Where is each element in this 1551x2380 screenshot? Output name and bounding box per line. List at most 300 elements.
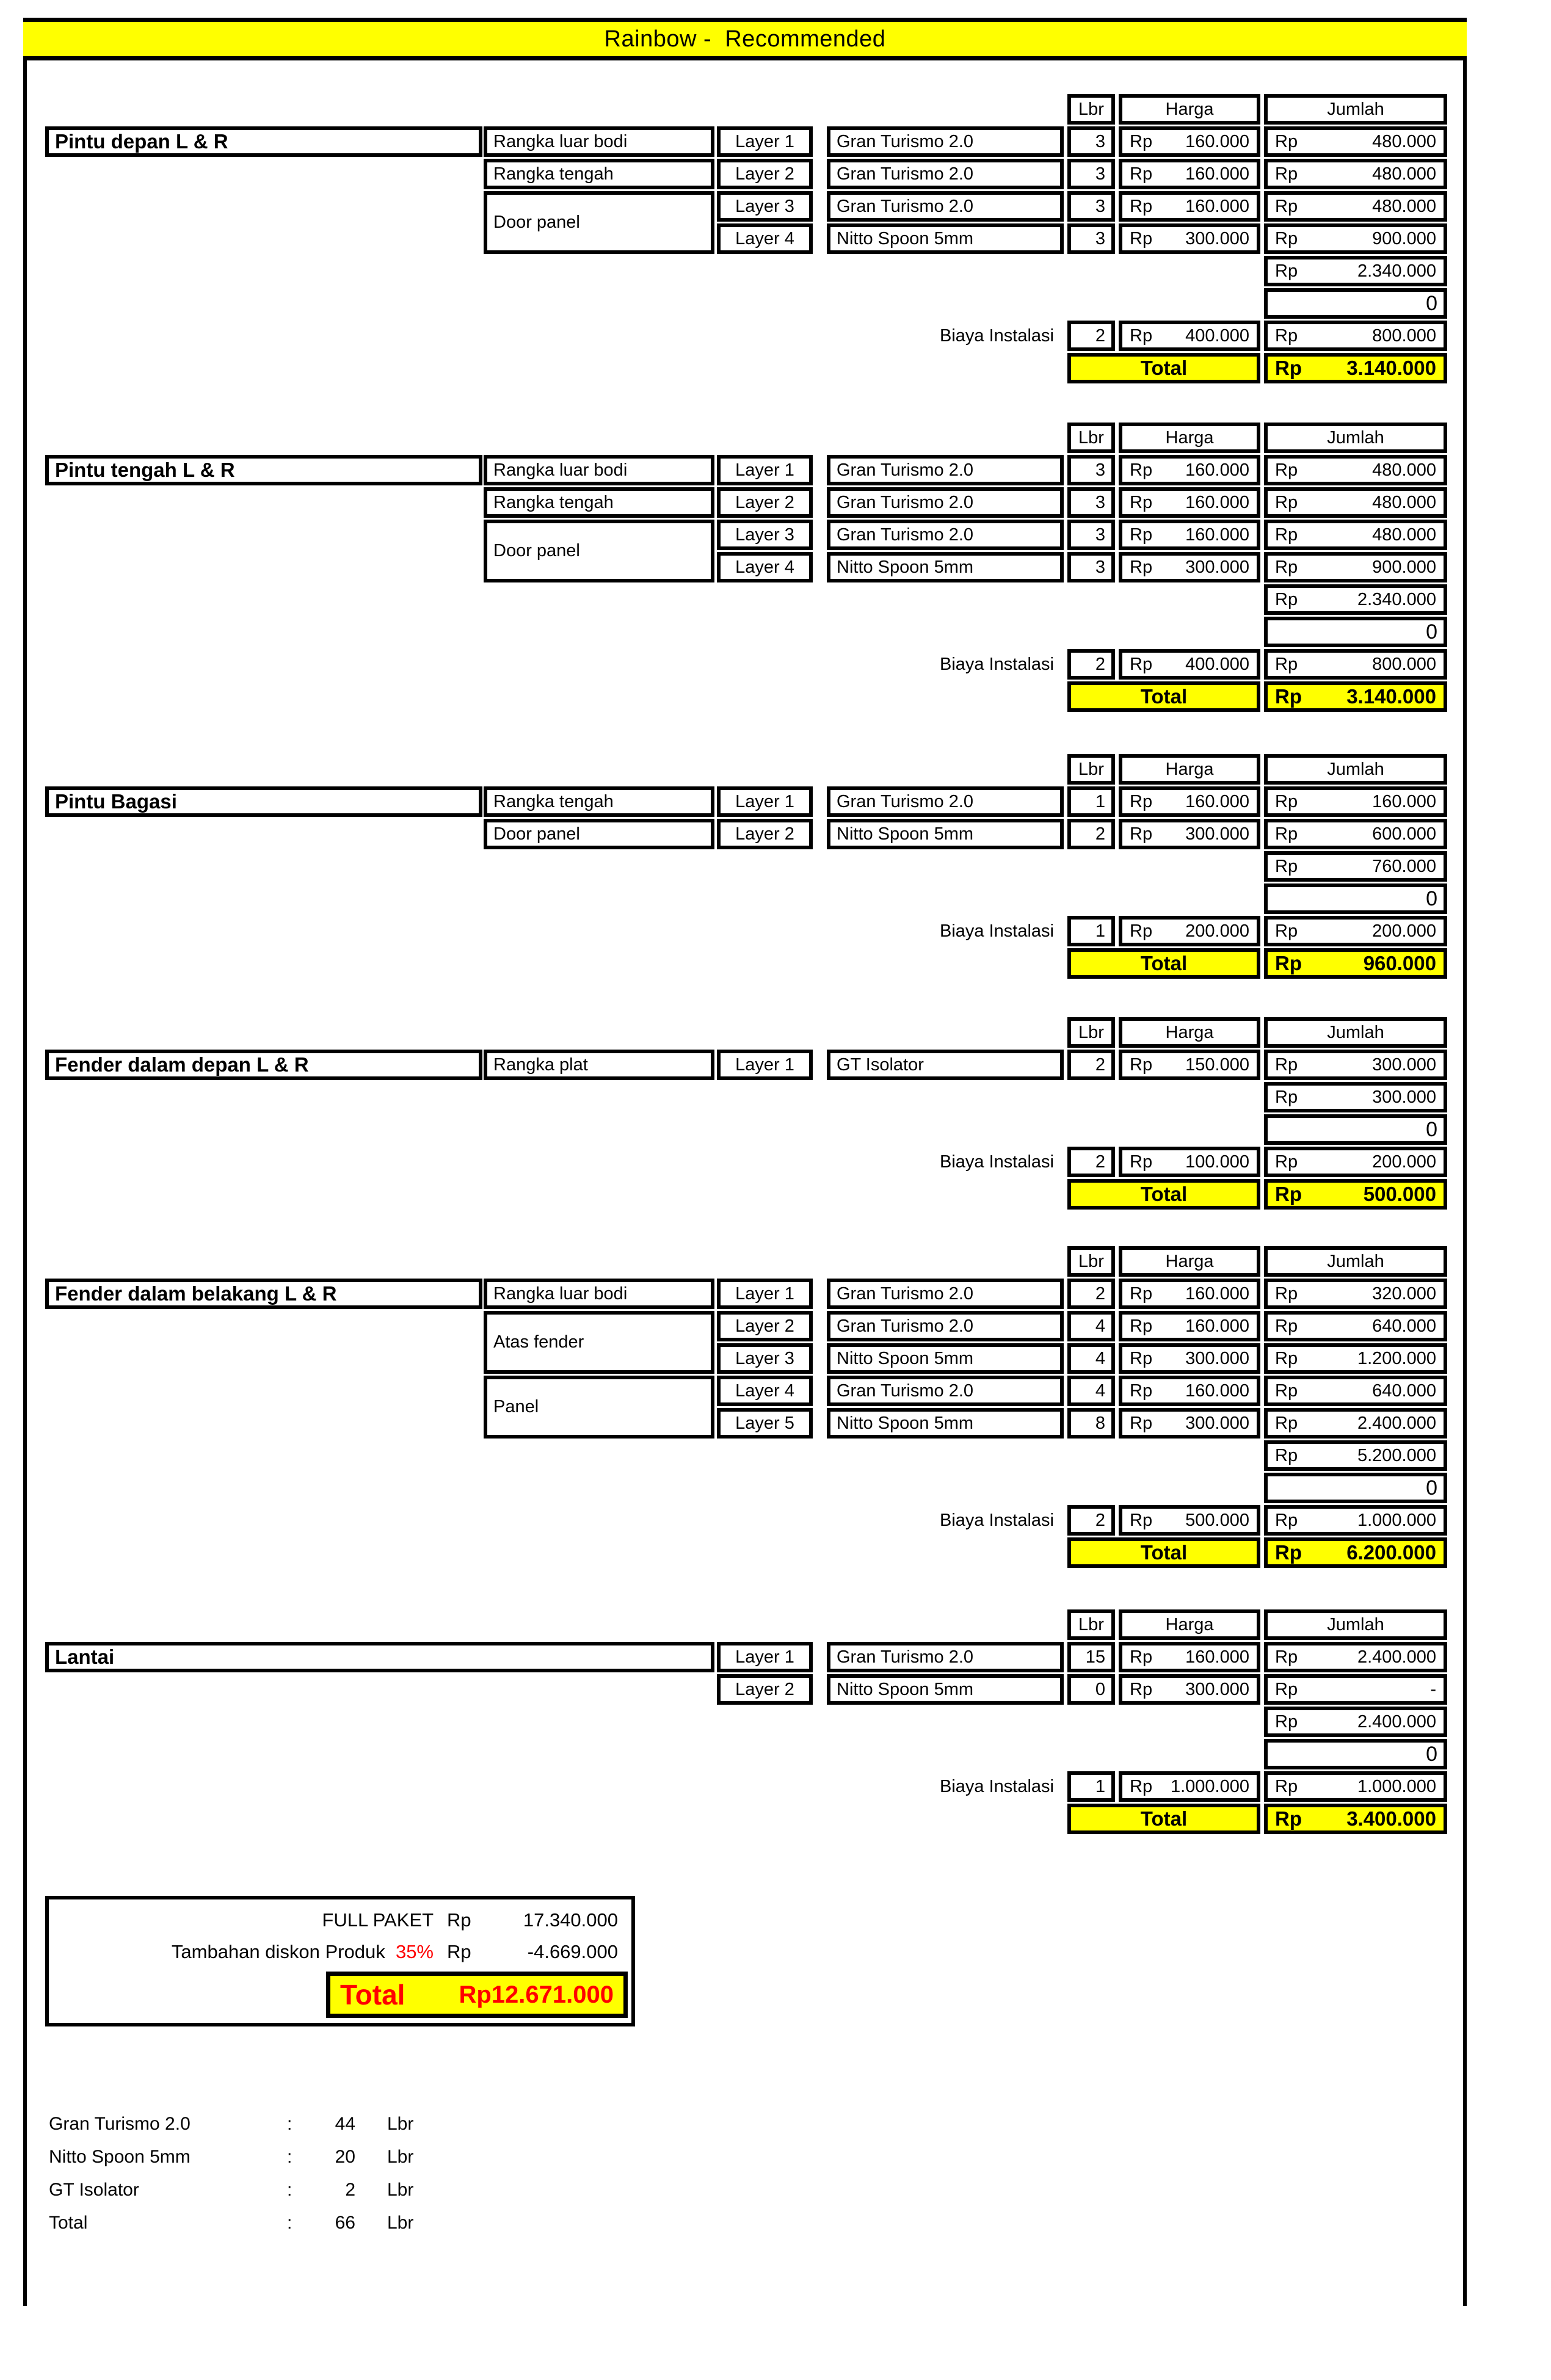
product-name: Nitto Spoon 5mm bbox=[827, 1343, 1064, 1374]
qty-lbr: 3 bbox=[1067, 455, 1115, 485]
biaya-jumlah bbox=[1264, 321, 1447, 351]
column-header-harga: Harga bbox=[1119, 423, 1260, 453]
currency-rp: Rp bbox=[1130, 492, 1153, 512]
unit-price bbox=[1119, 1408, 1260, 1439]
unit-price-amount: 160.000 bbox=[1185, 196, 1249, 216]
material-qty: 44 bbox=[335, 2114, 355, 2134]
currency-rp: Rp bbox=[1275, 1054, 1298, 1075]
material-subtotal bbox=[1264, 256, 1447, 286]
qty-lbr: 3 bbox=[1067, 223, 1115, 254]
full-paket-value: 17.340.000 bbox=[523, 1909, 618, 1931]
currency-rp: Rp bbox=[1275, 261, 1298, 281]
material-row bbox=[49, 2108, 598, 2141]
part-label: Door panel bbox=[484, 191, 714, 254]
line-total-amount: 900.000 bbox=[1372, 228, 1436, 249]
unit-price-amount: 300.000 bbox=[1185, 1679, 1249, 1699]
biaya-instalasi-label: Biaya Instalasi bbox=[940, 1510, 1054, 1530]
qty-lbr: 4 bbox=[1067, 1343, 1115, 1374]
section-total-label: Total bbox=[1067, 681, 1260, 712]
material-qty: 66 bbox=[335, 2213, 355, 2233]
product-name: Gran Turismo 2.0 bbox=[827, 126, 1064, 157]
sheet-title-bar bbox=[23, 18, 1467, 60]
column-header-jumlah: Jumlah bbox=[1264, 94, 1447, 125]
section-total-value bbox=[1264, 948, 1447, 979]
biaya-jumlah-amount: 800.000 bbox=[1372, 325, 1436, 346]
biaya-jumlah-amount: 200.000 bbox=[1372, 921, 1436, 941]
currency-rp: Rp bbox=[1275, 1152, 1298, 1172]
line-total-amount: 480.000 bbox=[1372, 492, 1436, 512]
line-total bbox=[1264, 1343, 1447, 1374]
product-name: Gran Turismo 2.0 bbox=[827, 520, 1064, 550]
section-total-value-amount: 960.000 bbox=[1363, 952, 1436, 974]
currency-rp: Rp bbox=[1275, 1647, 1298, 1667]
biaya-jumlah-amount: 800.000 bbox=[1372, 654, 1436, 674]
qty-lbr: 3 bbox=[1067, 520, 1115, 550]
unit-price-amount: 300.000 bbox=[1185, 1348, 1249, 1368]
section-name: Lantai bbox=[45, 1642, 714, 1672]
section-total-label: Total bbox=[1067, 1179, 1260, 1210]
currency-rp: Rp bbox=[1275, 1316, 1298, 1336]
unit-price bbox=[1119, 126, 1260, 157]
material-unit: Lbr bbox=[387, 2147, 414, 2167]
currency-rp: Rp bbox=[1275, 1445, 1298, 1465]
line-total bbox=[1264, 819, 1447, 849]
section-total-value-amount: 500.000 bbox=[1363, 1183, 1436, 1205]
product-name: Gran Turismo 2.0 bbox=[827, 1642, 1064, 1672]
unit-price bbox=[1119, 1050, 1260, 1080]
currency-rp: Rp bbox=[1275, 357, 1302, 379]
material-qty: 2 bbox=[345, 2180, 355, 2200]
unit-price-amount: 160.000 bbox=[1185, 492, 1249, 512]
section-name: Pintu depan L & R bbox=[45, 126, 482, 157]
currency-rp: Rp bbox=[1275, 589, 1298, 609]
unit-price-amount: 160.000 bbox=[1185, 524, 1249, 545]
material-subtotal-amount: 2.340.000 bbox=[1357, 589, 1436, 609]
biaya-jumlah-amount: 1.000.000 bbox=[1357, 1510, 1436, 1530]
full-paket-currency: Rp bbox=[447, 1909, 471, 1931]
currency-rp: Rp bbox=[1275, 685, 1302, 708]
layer-label: Layer 1 bbox=[717, 126, 813, 157]
product-name: Gran Turismo 2.0 bbox=[827, 159, 1064, 189]
column-header-lbr: Lbr bbox=[1067, 1609, 1115, 1640]
currency-rp: Rp bbox=[1275, 460, 1298, 480]
layer-label: Layer 5 bbox=[717, 1408, 813, 1439]
part-label: Rangka luar bodi bbox=[484, 455, 714, 485]
qty-lbr: 4 bbox=[1067, 1311, 1115, 1341]
column-header-lbr: Lbr bbox=[1067, 1246, 1115, 1277]
currency-rp: Rp bbox=[1130, 164, 1153, 184]
unit-price bbox=[1119, 552, 1260, 582]
unit-price bbox=[1119, 1343, 1260, 1374]
layer-label: Layer 1 bbox=[717, 786, 813, 817]
subtotal-zero: 0 bbox=[1264, 883, 1447, 914]
unit-price bbox=[1119, 191, 1260, 222]
biaya-harga-amount: 1.000.000 bbox=[1170, 1776, 1249, 1796]
line-total bbox=[1264, 191, 1447, 222]
unit-price-amount: 300.000 bbox=[1185, 557, 1249, 577]
material-name: Total bbox=[49, 2213, 88, 2233]
biaya-harga bbox=[1119, 1147, 1260, 1177]
biaya-lbr: 1 bbox=[1067, 916, 1115, 946]
currency-rp: Rp bbox=[1130, 1316, 1153, 1336]
section-total-value bbox=[1264, 353, 1447, 383]
layer-label: Layer 4 bbox=[717, 1376, 813, 1406]
biaya-jumlah bbox=[1264, 1505, 1447, 1536]
qty-lbr: 0 bbox=[1067, 1674, 1115, 1705]
biaya-lbr: 1 bbox=[1067, 1771, 1115, 1802]
unit-price bbox=[1119, 1674, 1260, 1705]
material-subtotal-amount: 2.400.000 bbox=[1357, 1711, 1436, 1732]
currency-rp: Rp bbox=[1130, 228, 1153, 249]
material-separator: : bbox=[287, 2213, 292, 2233]
biaya-jumlah bbox=[1264, 916, 1447, 946]
discount-percent: 35% bbox=[395, 1941, 434, 1962]
line-total bbox=[1264, 455, 1447, 485]
summary-box bbox=[45, 1896, 635, 2026]
line-total-amount: 480.000 bbox=[1372, 524, 1436, 545]
currency-rp: Rp bbox=[1275, 824, 1298, 844]
column-header-jumlah: Jumlah bbox=[1264, 1017, 1447, 1048]
part-label: Panel bbox=[484, 1376, 714, 1439]
material-name: GT Isolator bbox=[49, 2180, 139, 2200]
line-total-amount: 480.000 bbox=[1372, 131, 1436, 151]
qty-lbr: 1 bbox=[1067, 786, 1115, 817]
qty-lbr: 8 bbox=[1067, 1408, 1115, 1439]
material-subtotal bbox=[1264, 584, 1447, 615]
material-subtotal-amount: 760.000 bbox=[1372, 856, 1436, 876]
grand-total-box bbox=[326, 1972, 628, 2018]
product-name: Gran Turismo 2.0 bbox=[827, 786, 1064, 817]
material-subtotal bbox=[1264, 1440, 1447, 1471]
product-name: Nitto Spoon 5mm bbox=[827, 819, 1064, 849]
line-total bbox=[1264, 520, 1447, 550]
layer-label: Layer 2 bbox=[717, 1311, 813, 1341]
biaya-instalasi-label: Biaya Instalasi bbox=[940, 1776, 1054, 1796]
currency-rp: Rp bbox=[1275, 1711, 1298, 1732]
product-name: Gran Turismo 2.0 bbox=[827, 1311, 1064, 1341]
biaya-harga-amount: 100.000 bbox=[1185, 1152, 1249, 1172]
product-name: Nitto Spoon 5mm bbox=[827, 1674, 1064, 1705]
sheet-right-border bbox=[1463, 18, 1467, 2306]
section-total-value bbox=[1264, 1179, 1447, 1210]
material-unit: Lbr bbox=[387, 2114, 414, 2134]
material-row bbox=[49, 2174, 598, 2207]
material-separator: : bbox=[287, 2147, 292, 2167]
material-unit: Lbr bbox=[387, 2180, 414, 2200]
currency-rp: Rp bbox=[1275, 1380, 1298, 1401]
section-total-value-amount: 6.200.000 bbox=[1346, 1541, 1436, 1564]
material-subtotal bbox=[1264, 1707, 1447, 1737]
biaya-jumlah-amount: 1.000.000 bbox=[1357, 1776, 1436, 1796]
currency-rp: Rp bbox=[1130, 1348, 1153, 1368]
currency-rp: Rp bbox=[1130, 196, 1153, 216]
section-total-value bbox=[1264, 1537, 1447, 1568]
unit-price-amount: 160.000 bbox=[1185, 1647, 1249, 1667]
part-label: Rangka luar bodi bbox=[484, 126, 714, 157]
product-name: Gran Turismo 2.0 bbox=[827, 1376, 1064, 1406]
discount-currency: Rp bbox=[447, 1941, 471, 1962]
full-paket-row bbox=[49, 1907, 631, 1934]
currency-rp: Rp bbox=[1275, 1087, 1298, 1107]
layer-label: Layer 3 bbox=[717, 191, 813, 222]
biaya-lbr: 2 bbox=[1067, 321, 1115, 351]
unit-price-amount: 160.000 bbox=[1185, 791, 1249, 811]
column-header-jumlah: Jumlah bbox=[1264, 1246, 1447, 1277]
unit-price-amount: 160.000 bbox=[1185, 164, 1249, 184]
unit-price bbox=[1119, 159, 1260, 189]
column-header-lbr: Lbr bbox=[1067, 423, 1115, 453]
qty-lbr: 3 bbox=[1067, 126, 1115, 157]
product-name: Gran Turismo 2.0 bbox=[827, 487, 1064, 518]
unit-price bbox=[1119, 1376, 1260, 1406]
layer-label: Layer 3 bbox=[717, 520, 813, 550]
part-label: Rangka plat bbox=[484, 1050, 714, 1080]
unit-price bbox=[1119, 487, 1260, 518]
material-row bbox=[49, 2141, 598, 2174]
part-label: Rangka tengah bbox=[484, 786, 714, 817]
material-subtotal-amount: 2.340.000 bbox=[1357, 261, 1436, 281]
subtotal-zero: 0 bbox=[1264, 288, 1447, 319]
section-total-value-amount: 3.140.000 bbox=[1346, 685, 1436, 708]
currency-rp: Rp bbox=[1130, 921, 1153, 941]
qty-lbr: 2 bbox=[1067, 1050, 1115, 1080]
column-header-harga: Harga bbox=[1119, 1246, 1260, 1277]
material-qty: 20 bbox=[335, 2147, 355, 2167]
line-total-amount: 160.000 bbox=[1372, 791, 1436, 811]
biaya-lbr: 2 bbox=[1067, 1505, 1115, 1536]
column-header-harga: Harga bbox=[1119, 1609, 1260, 1640]
material-subtotal bbox=[1264, 1082, 1447, 1112]
currency-rp: Rp bbox=[1130, 1054, 1153, 1075]
layer-label: Layer 2 bbox=[717, 819, 813, 849]
sheet-left-border bbox=[23, 18, 27, 2306]
layer-label: Layer 1 bbox=[717, 455, 813, 485]
biaya-harga bbox=[1119, 321, 1260, 351]
section-name: Pintu tengah L & R bbox=[45, 455, 482, 485]
currency-rp: Rp bbox=[1130, 557, 1153, 577]
part-label: Door panel bbox=[484, 520, 714, 582]
currency-rp: Rp bbox=[1275, 325, 1298, 346]
material-subtotal bbox=[1264, 851, 1447, 882]
biaya-instalasi-label: Biaya Instalasi bbox=[940, 654, 1054, 674]
currency-rp: Rp bbox=[1130, 1647, 1153, 1667]
biaya-lbr: 2 bbox=[1067, 649, 1115, 680]
currency-rp: Rp bbox=[1275, 1807, 1302, 1830]
currency-rp: Rp bbox=[1275, 952, 1302, 974]
biaya-instalasi-label: Biaya Instalasi bbox=[940, 1152, 1054, 1172]
qty-lbr: 4 bbox=[1067, 1376, 1115, 1406]
discount-label-group bbox=[49, 1941, 434, 1963]
part-label: Rangka luar bodi bbox=[484, 1279, 714, 1309]
subtotal-zero: 0 bbox=[1264, 1473, 1447, 1503]
unit-price-amount: 150.000 bbox=[1185, 1054, 1249, 1075]
unit-price-amount: 300.000 bbox=[1185, 824, 1249, 844]
currency-rp: Rp bbox=[1130, 1413, 1153, 1433]
material-row bbox=[49, 2207, 598, 2240]
layer-label: Layer 1 bbox=[717, 1279, 813, 1309]
currency-rp: Rp bbox=[1275, 1413, 1298, 1433]
currency-rp: Rp bbox=[1130, 524, 1153, 545]
currency-rp: Rp bbox=[1275, 164, 1298, 184]
product-name: Nitto Spoon 5mm bbox=[827, 1408, 1064, 1439]
qty-lbr: 3 bbox=[1067, 487, 1115, 518]
discount-value: -4.669.000 bbox=[527, 1941, 618, 1962]
material-subtotal-amount: 300.000 bbox=[1372, 1087, 1436, 1107]
currency-rp: Rp bbox=[1275, 557, 1298, 577]
line-total-amount: 640.000 bbox=[1372, 1316, 1436, 1336]
currency-rp: Rp bbox=[1130, 1152, 1153, 1172]
currency-rp: Rp bbox=[1130, 1679, 1153, 1699]
unit-price-amount: 160.000 bbox=[1185, 1283, 1249, 1304]
layer-label: Layer 3 bbox=[717, 1343, 813, 1374]
currency-rp: Rp bbox=[1130, 460, 1153, 480]
biaya-harga-amount: 500.000 bbox=[1185, 1510, 1249, 1530]
material-separator: : bbox=[287, 2114, 292, 2134]
unit-price bbox=[1119, 223, 1260, 254]
currency-rp: Rp bbox=[1130, 791, 1153, 811]
currency-rp: Rp bbox=[1275, 1679, 1298, 1699]
currency-rp: Rp bbox=[1130, 1283, 1153, 1304]
currency-rp: Rp bbox=[1130, 1510, 1153, 1530]
layer-label: Layer 1 bbox=[717, 1642, 813, 1672]
subtotal-zero: 0 bbox=[1264, 1739, 1447, 1769]
product-name: Gran Turismo 2.0 bbox=[827, 191, 1064, 222]
column-header-harga: Harga bbox=[1119, 94, 1260, 125]
unit-price bbox=[1119, 520, 1260, 550]
biaya-lbr: 2 bbox=[1067, 1147, 1115, 1177]
currency-rp: Rp bbox=[1130, 1776, 1153, 1796]
section-total-value-amount: 3.140.000 bbox=[1346, 357, 1436, 379]
line-total bbox=[1264, 1642, 1447, 1672]
line-total-amount: 900.000 bbox=[1372, 557, 1436, 577]
material-separator: : bbox=[287, 2180, 292, 2200]
unit-price-amount: 160.000 bbox=[1185, 1380, 1249, 1401]
column-header-lbr: Lbr bbox=[1067, 1017, 1115, 1048]
column-header-harga: Harga bbox=[1119, 1017, 1260, 1048]
section-total-label: Total bbox=[1067, 1804, 1260, 1834]
section-total-label: Total bbox=[1067, 1537, 1260, 1568]
currency-rp: Rp bbox=[1275, 1510, 1298, 1530]
currency-rp: Rp bbox=[1275, 1283, 1298, 1304]
line-total-amount: 300.000 bbox=[1372, 1054, 1436, 1075]
materials-summary bbox=[49, 2108, 598, 2240]
section-total-value bbox=[1264, 1804, 1447, 1834]
material-subtotal-amount: 5.200.000 bbox=[1357, 1445, 1436, 1465]
line-total-amount: 480.000 bbox=[1372, 460, 1436, 480]
grand-total-value: Rp12.671.000 bbox=[459, 1981, 614, 2008]
biaya-harga-amount: 200.000 bbox=[1185, 921, 1249, 941]
line-total bbox=[1264, 223, 1447, 254]
section-name: Fender dalam belakang L & R bbox=[45, 1279, 482, 1309]
currency-rp: Rp bbox=[1130, 654, 1153, 674]
unit-price-amount: 300.000 bbox=[1185, 228, 1249, 249]
currency-rp: Rp bbox=[1275, 1776, 1298, 1796]
unit-price bbox=[1119, 819, 1260, 849]
section-name: Fender dalam depan L & R bbox=[45, 1050, 482, 1080]
section-name: Pintu Bagasi bbox=[45, 786, 482, 817]
unit-price bbox=[1119, 455, 1260, 485]
qty-lbr: 2 bbox=[1067, 819, 1115, 849]
column-header-lbr: Lbr bbox=[1067, 94, 1115, 125]
biaya-harga-amount: 400.000 bbox=[1185, 654, 1249, 674]
unit-price-amount: 300.000 bbox=[1185, 1413, 1249, 1433]
line-total bbox=[1264, 126, 1447, 157]
subtotal-zero: 0 bbox=[1264, 617, 1447, 647]
biaya-harga bbox=[1119, 916, 1260, 946]
biaya-jumlah-amount: 200.000 bbox=[1372, 1152, 1436, 1172]
currency-rp: Rp bbox=[1275, 524, 1298, 545]
layer-label: Layer 2 bbox=[717, 1674, 813, 1705]
column-header-jumlah: Jumlah bbox=[1264, 1609, 1447, 1640]
unit-price-amount: 160.000 bbox=[1185, 460, 1249, 480]
line-total bbox=[1264, 1376, 1447, 1406]
section-total-label: Total bbox=[1067, 948, 1260, 979]
product-name: Nitto Spoon 5mm bbox=[827, 223, 1064, 254]
currency-rp: Rp bbox=[1130, 131, 1153, 151]
part-label: Door panel bbox=[484, 819, 714, 849]
line-total-amount: 320.000 bbox=[1372, 1283, 1436, 1304]
column-header-lbr: Lbr bbox=[1067, 754, 1115, 785]
line-total bbox=[1264, 1408, 1447, 1439]
biaya-harga bbox=[1119, 1771, 1260, 1802]
currency-rp: Rp bbox=[1275, 1183, 1302, 1205]
layer-label: Layer 1 bbox=[717, 1050, 813, 1080]
currency-rp: Rp bbox=[1275, 791, 1298, 811]
grand-total-label: Total bbox=[340, 1979, 405, 2011]
line-total bbox=[1264, 1050, 1447, 1080]
part-label: Rangka tengah bbox=[484, 159, 714, 189]
biaya-instalasi-label: Biaya Instalasi bbox=[940, 325, 1054, 346]
material-name: Nitto Spoon 5mm bbox=[49, 2147, 191, 2167]
line-total bbox=[1264, 552, 1447, 582]
product-name: GT Isolator bbox=[827, 1050, 1064, 1080]
unit-price bbox=[1119, 1642, 1260, 1672]
unit-price bbox=[1119, 786, 1260, 817]
line-total bbox=[1264, 1311, 1447, 1341]
full-paket-label: FULL PAKET bbox=[322, 1909, 434, 1931]
discount-row bbox=[49, 1939, 631, 1965]
unit-price-amount: 160.000 bbox=[1185, 1316, 1249, 1336]
unit-price bbox=[1119, 1311, 1260, 1341]
layer-label: Layer 2 bbox=[717, 487, 813, 518]
product-name: Nitto Spoon 5mm bbox=[827, 552, 1064, 582]
qty-lbr: 3 bbox=[1067, 191, 1115, 222]
currency-rp: Rp bbox=[1275, 1348, 1298, 1368]
currency-rp: Rp bbox=[1275, 654, 1298, 674]
currency-rp: Rp bbox=[1275, 492, 1298, 512]
unit-price bbox=[1119, 1279, 1260, 1309]
currency-rp: Rp bbox=[1275, 856, 1298, 876]
column-header-harga: Harga bbox=[1119, 754, 1260, 785]
part-label: Atas fender bbox=[484, 1311, 714, 1374]
material-name: Gran Turismo 2.0 bbox=[49, 2114, 191, 2134]
line-total-amount: 1.200.000 bbox=[1357, 1348, 1436, 1368]
line-total-amount: 480.000 bbox=[1372, 164, 1436, 184]
line-total-amount: - bbox=[1430, 1679, 1436, 1699]
line-total bbox=[1264, 786, 1447, 817]
line-total bbox=[1264, 159, 1447, 189]
biaya-jumlah bbox=[1264, 1771, 1447, 1802]
section-total-label: Total bbox=[1067, 353, 1260, 383]
column-header-jumlah: Jumlah bbox=[1264, 423, 1447, 453]
biaya-jumlah bbox=[1264, 649, 1447, 680]
biaya-jumlah bbox=[1264, 1147, 1447, 1177]
biaya-harga bbox=[1119, 1505, 1260, 1536]
section-total-value bbox=[1264, 681, 1447, 712]
layer-label: Layer 4 bbox=[717, 223, 813, 254]
line-total-amount: 2.400.000 bbox=[1357, 1647, 1436, 1667]
layer-label: Layer 2 bbox=[717, 159, 813, 189]
